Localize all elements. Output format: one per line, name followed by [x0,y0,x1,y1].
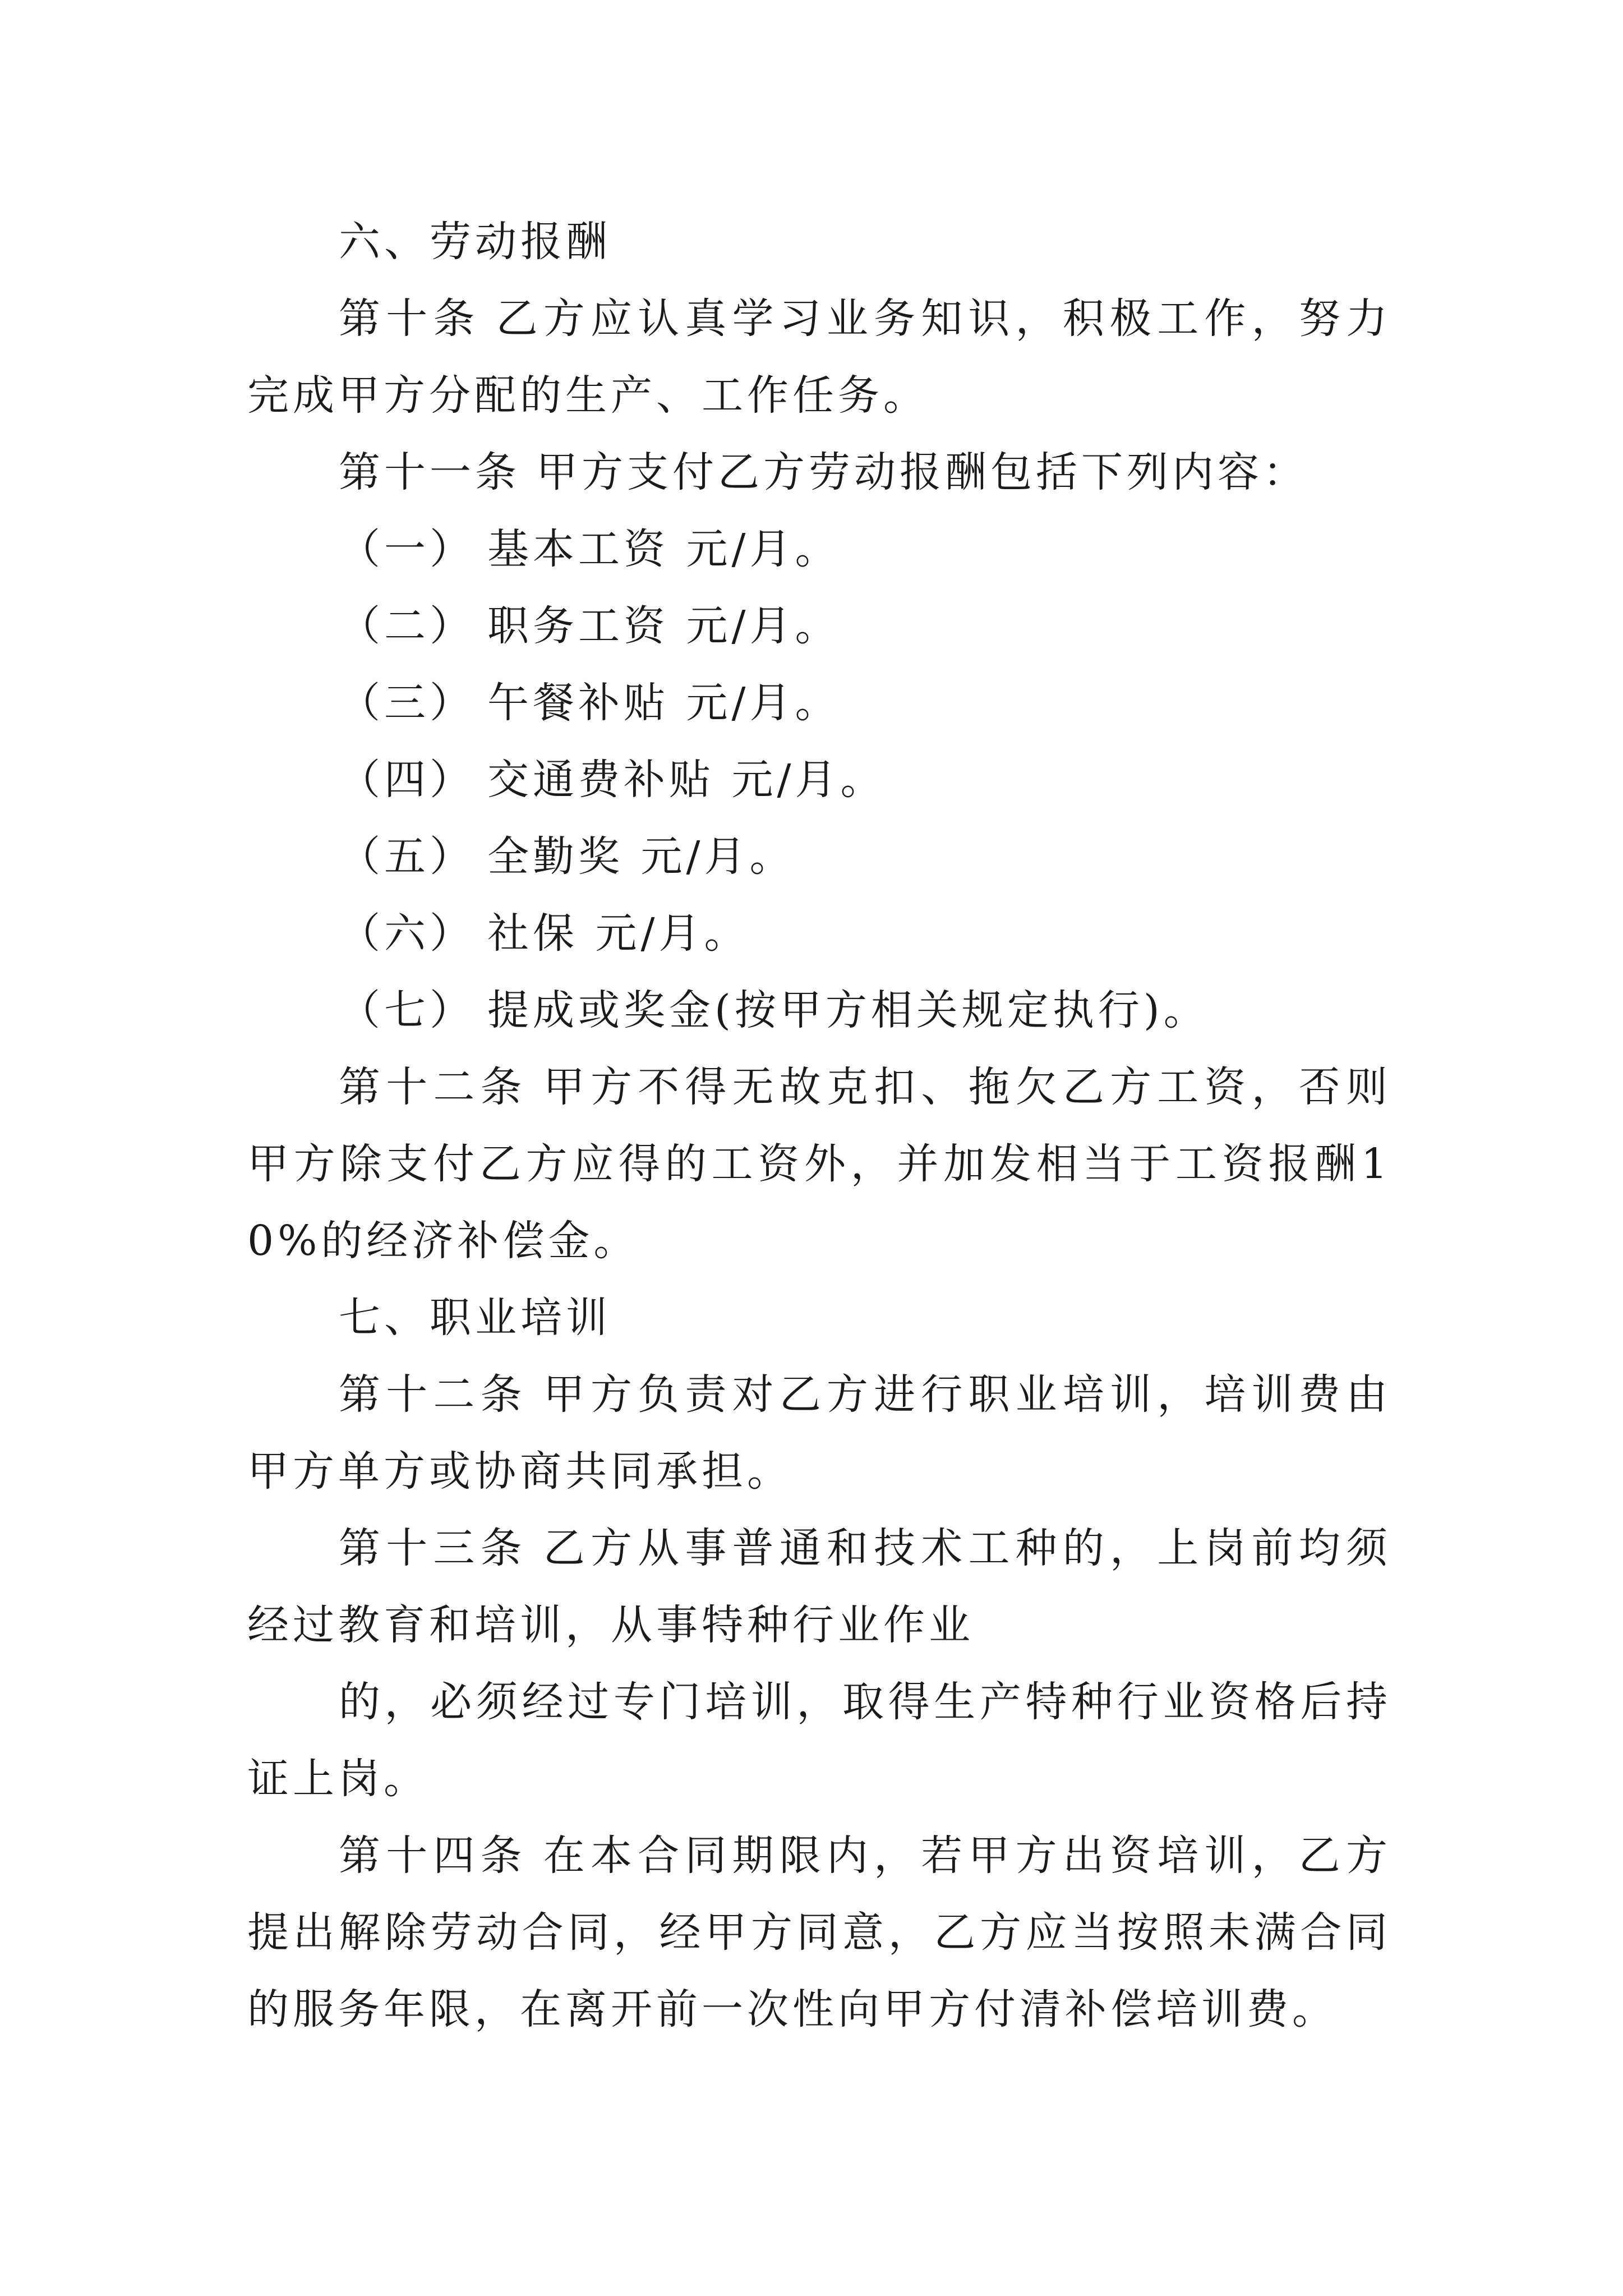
clause-12-training [247,1356,1391,1510]
clause-11 [247,434,1391,511]
clause-number: 第十一条 [339,448,520,496]
list-item-basic-salary [247,511,1391,588]
clause-14 [247,1818,1391,2048]
clause-13-continuation: 的，必须经过专门培训，取得生产特种行业资格后持证上岗。 [247,1678,1391,1803]
list-item-attendance-bonus [247,818,1391,895]
item-label: （五） [339,832,475,881]
clause-number: 第十条 [339,295,481,343]
clause-number: 第十四条 [339,1832,528,1880]
clause-text: 乙方应认真学习业务知识，积极工作，努力完成甲方分配的生产、工作任务。 [247,295,1392,420]
clause-number: 第十二条 [339,1370,528,1419]
document-body [247,204,1391,2048]
section-heading-vocational-training: 七、职业培训 [339,1294,611,1342]
clause-10 [247,280,1391,434]
item-text: 职务工资 元/月。 [487,602,841,650]
item-text: 全勤奖 元/月。 [487,832,795,881]
clause-number: 第十三条 [339,1524,528,1572]
item-text: 提成或奖金(按甲方相关规定执行)。 [487,986,1209,1034]
clause-text: 乙方从事普通和技术工种的，上岗前均须经过教育和培训，从事特种行业作业 [247,1524,1392,1649]
clause-text: 甲方负责对乙方进行职业培训，培训费由甲方单方或协商共同承担。 [247,1370,1392,1496]
clause-13 [247,1510,1391,1664]
clause-12-wages [247,1049,1391,1280]
list-item-lunch-allowance [247,665,1391,742]
item-text: 午餐补贴 元/月。 [487,679,841,727]
item-label: （一） [339,525,475,573]
clause-number: 第十二条 [339,1063,528,1111]
list-item-social-insurance [247,895,1391,972]
list-item-commission [247,972,1391,1049]
clause-text: 甲方不得无故克扣、拖欠乙方工资，否则甲方除支付乙方应得的工资外，并加发相当于工资报酬10%的经济补偿金。 [247,1063,1392,1265]
item-text: 交通费补贴 元/月。 [487,756,886,804]
list-item-position-salary [247,588,1391,665]
item-label: （六） [339,909,475,958]
item-text: 社保 元/月。 [487,909,750,958]
clause-text: 在本合同期限内，若甲方出资培训，乙方提出解除劳动合同，经甲方同意，乙方应当按照未满合同的服务年限，在离开前一次性向甲方付清补偿培训费。 [247,1832,1392,2033]
clause-text: 甲方支付乙方劳动报酬包括下列内容： [536,448,1308,496]
item-text: 基本工资 元/月。 [487,525,841,573]
item-label: （三） [339,679,475,727]
item-label: （七） [339,986,475,1034]
item-label: （四） [339,756,475,804]
list-item-transport-allowance [247,742,1391,818]
item-label: （二） [339,602,475,650]
section-heading-labor-remuneration: 六、劳动报酬 [339,218,611,266]
